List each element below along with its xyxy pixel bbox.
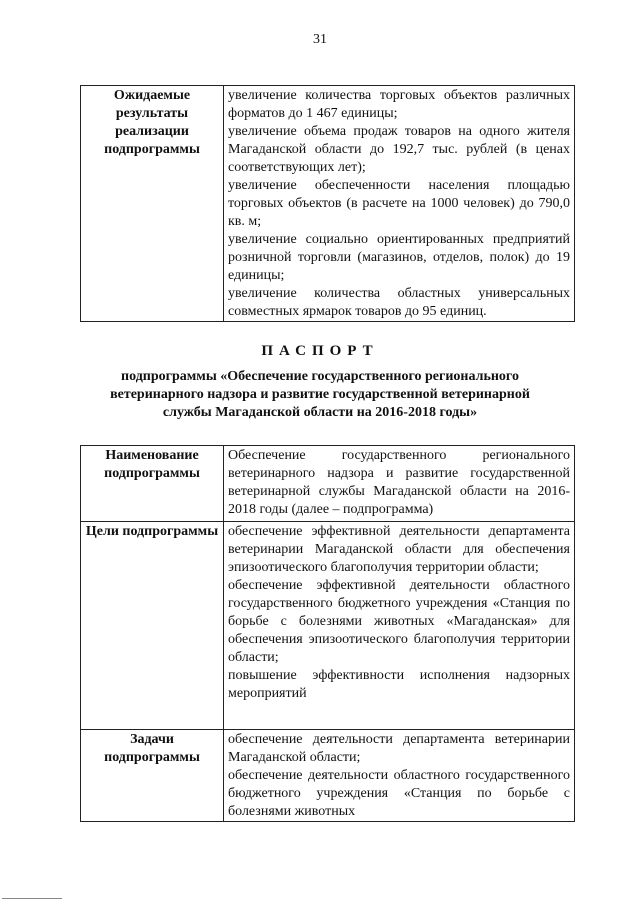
list-item: обеспечение эффективной деятельности департамента ветеринарии Магаданской области для обеспечения эпизоотического благополучия территории области; (228, 524, 570, 575)
list-item: увеличение объема продаж товаров на одного жителя Магаданской области до 192,7 тыс. рублей (в ценах соответствующих лет); (228, 124, 570, 175)
row-content (224, 730, 575, 822)
row-content (224, 522, 575, 730)
table-row (81, 86, 575, 322)
row-label: Наименование подпрограммы (81, 446, 224, 522)
list-item: обеспечение деятельности областного государственного бюджетного учреждения «Станция по борьбе с болезнями животных (228, 768, 570, 819)
table-row (81, 522, 575, 730)
footnote-divider (2, 898, 62, 899)
row-content (224, 86, 575, 322)
list-item: Обеспечение государственного регионального ветеринарного надзора и развитие государственной ветеринарной службы Магаданской области на 2016-2018 годы (далее – подпрограмма) (228, 448, 570, 517)
table-row (81, 730, 575, 822)
list-item: обеспечение деятельности департамента ветеринарии Магаданской области; (228, 732, 570, 765)
row-label: Задачи подпрограммы (81, 730, 224, 822)
results-table (80, 85, 575, 322)
list-item: увеличение количества областных универсальных совместных ярмарок товаров до 95 единиц. (228, 286, 570, 319)
page-number: 31 (313, 32, 327, 47)
list-item: увеличение обеспеченности населения площадью торговых объектов (в расчете на 1000 человек) до 790,0 кв. м; (228, 178, 570, 229)
list-item: увеличение количества торговых объектов различных форматов до 1 467 единицы; (228, 88, 570, 121)
list-item: обеспечение эффективной деятельности областного государственного бюджетного учреждения «Станция по борьбе с болезнями животных «Магаданская» для обеспечения эпизоотического благополучия территории области; (228, 578, 570, 665)
passport-heading: ПАСПОРТ (261, 343, 379, 359)
row-label: Ожидаемые результаты реализации подпрограммы (81, 86, 224, 322)
row-content (224, 446, 575, 522)
row-label: Цели подпрограммы (81, 522, 224, 730)
list-item: увеличение социально ориентированных предприятий розничной торговли (магазинов, отделов, полок) до 19 единицы; (228, 232, 570, 283)
passport-subtitle: подпрограммы «Обеспечение государственного регионального ветеринарного надзора и развитие государственной ветеринарной службы Магаданской области на 2016-2018 годы» (110, 369, 530, 420)
passport-table (80, 445, 575, 822)
list-item: повышение эффективности исполнения надзорных мероприятий (228, 668, 570, 701)
table-row (81, 446, 575, 522)
